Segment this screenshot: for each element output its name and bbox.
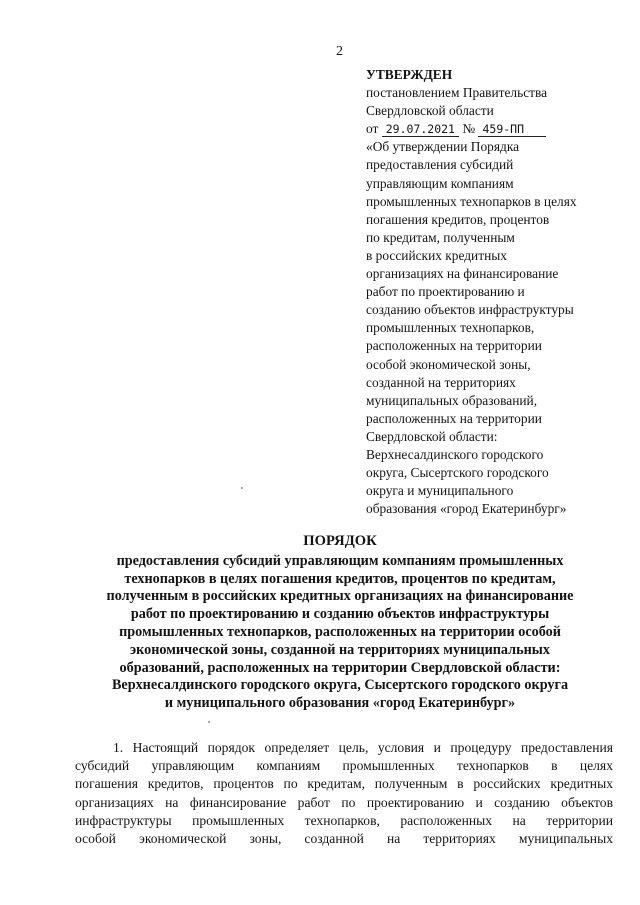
- scan-speck: [241, 487, 243, 489]
- body-line: организациях на финансирование работ по проектированию и созданию объектов: [75, 794, 613, 810]
- body-line: особой экономической зоны, созданной на территориях муниципальных: [75, 831, 613, 847]
- title-line: технопарков в целях погашения кредитов, процентов по кредитам,: [124, 570, 556, 587]
- body-line: погашения кредитов, процентов по кредитам, полученным в российских кредитных: [75, 776, 613, 792]
- decree-line: погашения кредитов, процентов: [366, 211, 550, 227]
- decree-line: созданной на территориях: [366, 374, 516, 390]
- decree-line: округа и муниципального: [366, 483, 514, 499]
- decree-line: муниципальных образований,: [366, 392, 538, 408]
- page-number: 2: [336, 44, 343, 59]
- title-line: полученным в российских кредитных организациях на финансирование: [106, 588, 574, 605]
- decree-line: управляющим компаниям: [366, 175, 514, 191]
- decree-line: образования «город Екатеринбург»: [366, 501, 567, 517]
- date-prefix: от: [366, 121, 379, 137]
- decree-line: промышленных технопарков в целях: [366, 193, 577, 209]
- decree-line: округа, Сысертского городского: [366, 465, 549, 481]
- approval-line: постановлением Правительства: [366, 85, 548, 101]
- body-line: субсидий управляющим компаниям промышленных технопарков в целях: [75, 758, 613, 774]
- title-line: и муниципального образования «город Екатеринбург»: [164, 695, 516, 712]
- decree-line: работ по проектированию и: [366, 284, 525, 300]
- body-line: 1. Настоящий порядок определяет цель, условия и процедуру предоставления: [113, 740, 613, 755]
- title-line: работ по проектированию и созданию объектов инфраструктуры: [130, 606, 550, 623]
- title-line: промышленных технопарков, расположенных на территории особой: [119, 623, 561, 640]
- approval-block: [366, 66, 628, 518]
- decree-line: созданию объектов инфраструктуры: [366, 302, 574, 318]
- scan-speck: [208, 721, 210, 723]
- title-line: Верхнесалдинского городского округа, Сысертского городского округа: [111, 677, 569, 694]
- title-main: ПОРЯДОК: [303, 533, 377, 549]
- decree-line: предоставления субсидий: [366, 157, 514, 173]
- number-prefix: №: [462, 121, 476, 137]
- approval-date: 29.07.2021: [382, 122, 459, 137]
- body-line: инфраструктуры промышленных технопарков, расположенных на территории: [75, 812, 613, 828]
- approval-date-line: [366, 120, 628, 138]
- approval-heading: УТВЕРЖДЕН: [366, 67, 453, 82]
- decree-line: расположенных на территории: [366, 338, 542, 354]
- title-line: предоставления субсидий управляющим компаниям промышленных: [116, 552, 564, 569]
- decree-line: «Об утверждении Порядка: [366, 139, 520, 155]
- decree-line: особой экономической зоны,: [366, 356, 531, 372]
- decree-line: промышленных технопарков,: [366, 320, 535, 336]
- title-line: образований, расположенных на территории Свердловской области:: [119, 659, 561, 676]
- decree-line: расположенных на территории: [366, 410, 542, 426]
- document-title: [60, 533, 620, 713]
- approval-line: Свердловской области: [366, 103, 494, 119]
- title-line: экономической зоны, созданной на территориях муниципальных: [130, 641, 550, 658]
- approval-number: 459-ПП: [478, 122, 546, 137]
- decree-line: Верхнесалдинского городского: [366, 446, 544, 462]
- decree-line: по кредитам, полученным: [366, 229, 515, 245]
- decree-line: организациях на финансирование: [366, 266, 559, 282]
- decree-line: в российских кредитных: [366, 247, 507, 263]
- decree-line: Свердловской области:: [366, 428, 498, 444]
- body-paragraph: [75, 739, 613, 848]
